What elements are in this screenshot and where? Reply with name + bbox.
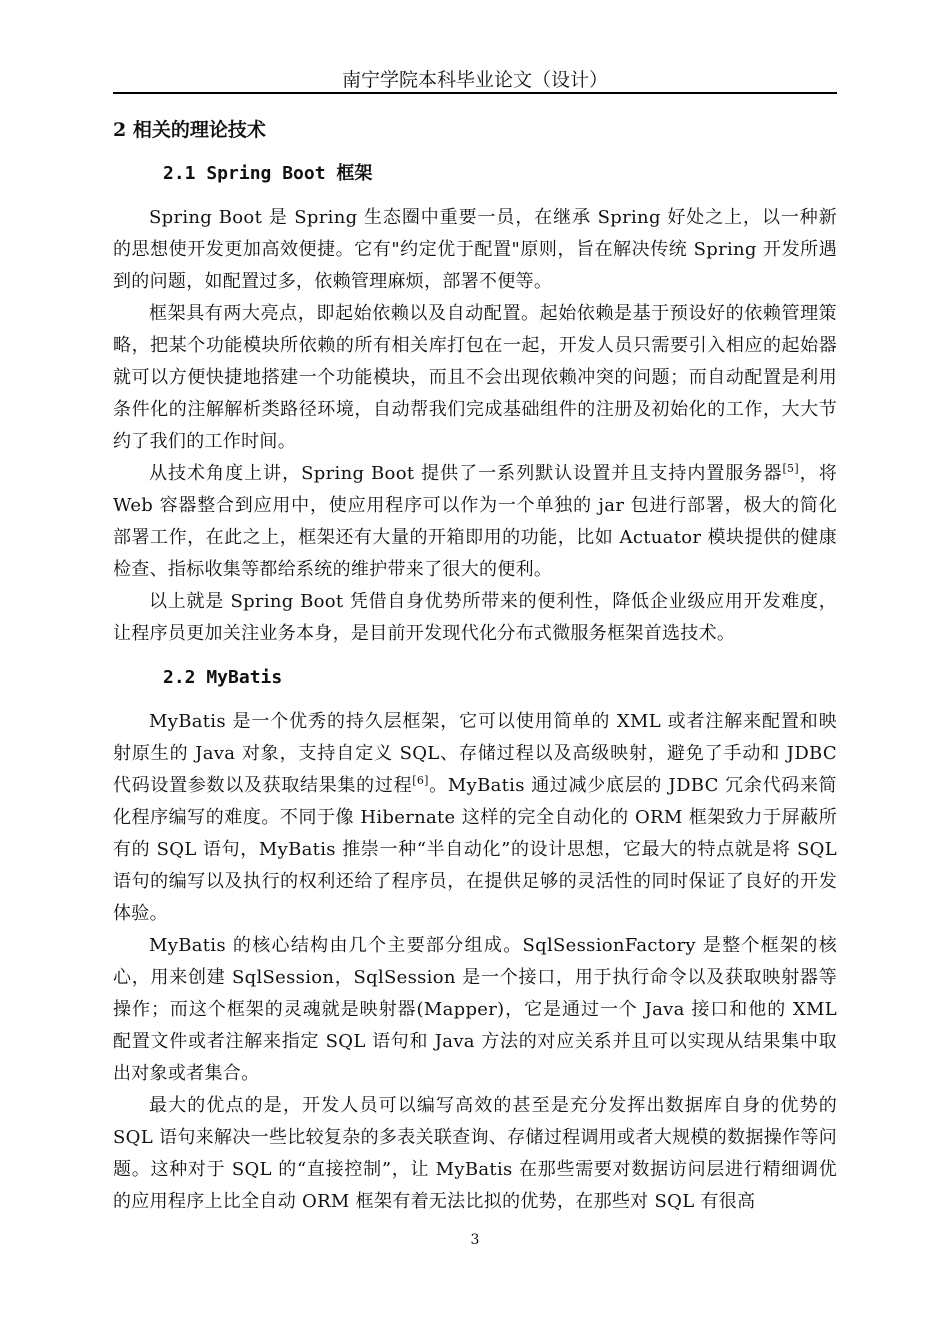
paragraph (113, 458, 837, 586)
running-header: 南宁学院本科毕业论文（设计） (341, 69, 608, 91)
paragraph-text: 从技术角度上讲，Spring Boot 提供了一系列默认设置并且支持内置服务器 (149, 463, 783, 484)
paragraph: 以上就是 Spring Boot 凭借自身优势所带来的便利性，降低企业级应用开发难度，让程序员更加关注业务本身，是目前开发现代化分布式微服务框架首选技术。 (113, 591, 837, 644)
subsection-heading-mybatis: 2.2 MyBatis (163, 667, 283, 688)
paragraph: Spring Boot 是 Spring 生态圈中重要一员，在继承 Spring 好处之上，以一种新的思想使开发更加高效便捷。它有"约定优于配置"原则，旨在解决传统 Spring 开发所遇到的问题，如配置过多，依赖管理麻烦，部署不便等。 (113, 207, 837, 292)
page-number: 3 (470, 1232, 480, 1248)
paragraph: 最大的优点的是，开发人员可以编写高效的甚至是充分发挥出数据库自身的优势的 SQL 语句来解决一些比较复杂的多表关联查询、存储过程调用或者大规模的数据操作等问题。这种对于 SQL 的“直接控制”，让 MyBatis 在那些需要对数据访问层进行精细调优的应用程序上比全自动 ORM 框架有着无法比拟的优势，在那些对 SQL 有很高 (113, 1095, 837, 1212)
paragraph: MyBatis 的核心结构由几个主要部分组成。SqlSessionFactory 是整个框架的核心，用来创建 SqlSession，SqlSession 是一个接口，用于执行命令以及获取映射器等操作；而这个框架的灵魂就是映射器(Mapper)，它是通过一个 Java 接口和他的 XML 配置文件或者注解来指定 SQL 语句和 Java 方法的对应关系并且可以实现从结果集中取出对象或者集合。 (113, 935, 837, 1084)
paragraph (113, 706, 837, 930)
paragraph-text: ，将 Web 容器整合到应用中，使应用程序可以作为一个单独的 jar 包进行部署，极大的简化部署工作，在此之上，框架还有大量的开箱即用的功能，比如 Actuator 模块提供的健康检查、指标收集等都给系统的维护带来了很大的便利。 (113, 463, 837, 580)
subsection-heading-spring-boot: 2.1 Spring Boot 框架 (163, 163, 373, 184)
header-rule (113, 92, 837, 94)
section-heading: 2 相关的理论技术 (113, 119, 266, 141)
citation-ref: [5] (782, 462, 799, 475)
citation-ref: [6] (412, 774, 429, 787)
page-content (113, 114, 837, 1218)
paragraph-text: 。MyBatis 通过减少底层的 JDBC 冗余代码来简化程序编写的难度。不同于像 Hibernate 这样的完全自动化的 ORM 框架致力于屏蔽所有的 SQL 语句，MyBatis 推崇一种“半自动化”的设计思想，它最大的特点就是将 SQL 语句的编写以及执行的权利还给了程序员，在提供足够的灵活性的同时保证了良好的开发体验。 (113, 775, 837, 924)
paragraph: 框架具有两大亮点，即起始依赖以及自动配置。起始依赖是基于预设好的依赖管理策略，把某个功能模块所依赖的所有相关库打包在一起，开发人员只需要引入相应的起始器就可以方便快捷地搭建一个功能模块，而且不会出现依赖冲突的问题；而自动配置是利用条件化的注解解析类路径环境，自动帮我们完成基础组件的注册及初始化的工作，大大节约了我们的工作时间。 (113, 303, 837, 452)
paragraph-text: MyBatis 是一个优秀的持久层框架，它可以使用简单的 XML 或者注解来配置和映射原生的 Java 对象，支持自定义 SQL、存储过程以及高级映射，避免了手动和 JDBC 代码设置参数以及获取结果集的过程 (113, 711, 837, 796)
